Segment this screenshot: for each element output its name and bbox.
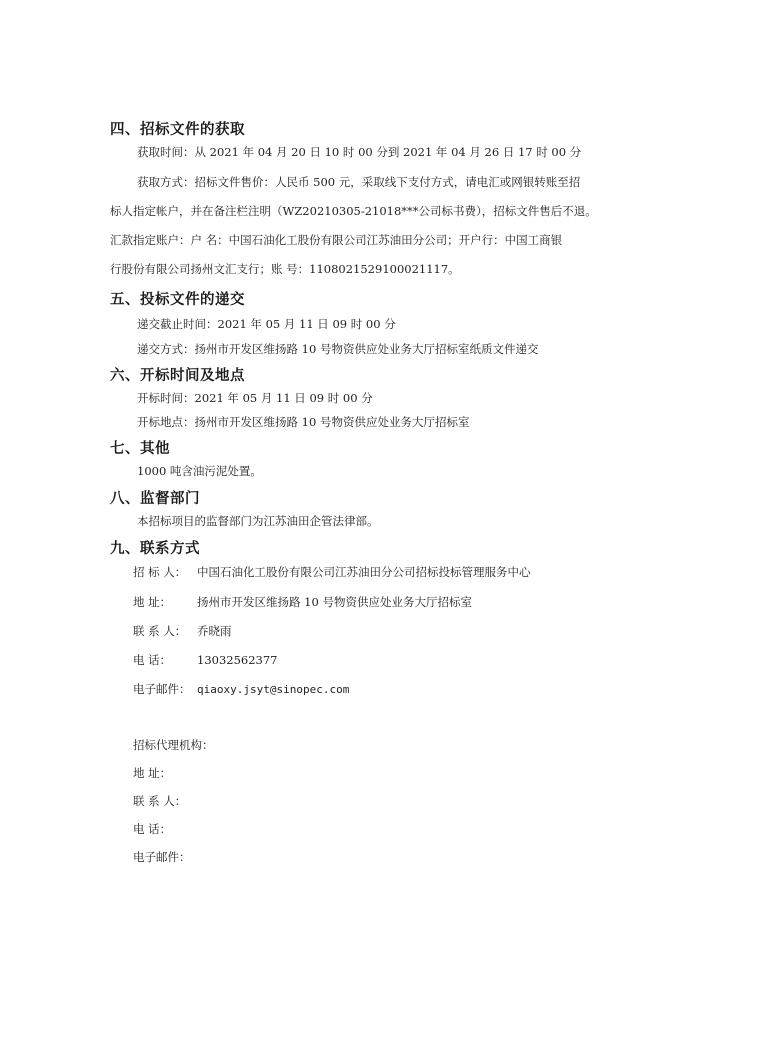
contact-value: 乔晓雨: [197, 624, 232, 638]
contact-label: 联 系 人：: [133, 624, 187, 638]
agency-phone-label: 电 话：: [133, 822, 172, 836]
agency-address-label: 地 址：: [133, 766, 172, 780]
phone-label: 电 话：: [133, 653, 172, 667]
phone-value: 13032562377: [197, 653, 278, 667]
section-6-heading: 六、开标时间及地点: [110, 368, 245, 384]
tenderer-value: 中国石油化工股份有限公司江苏油田分公司招标投标管理服务中心: [197, 565, 531, 579]
remittance-account-line-1: 汇款指定账户：户 名：中国石油化工股份有限公司江苏油田分公司；开户行：中国工商银: [110, 233, 563, 247]
tenderer-label: 招 标 人：: [133, 565, 187, 579]
section-9-heading: 九、联系方式: [110, 541, 200, 557]
bid-opening-time: 开标时间：2021 年 05 月 11 日 09 时 00 分: [137, 391, 373, 405]
section-5-heading: 五、投标文件的递交: [110, 292, 245, 308]
email-link[interactable]: qiaoxy.jsyt@sinopec.com: [197, 683, 350, 696]
agency-title: 招标代理机构：: [133, 738, 214, 752]
submission-deadline: 递交截止时间：2021 年 05 月 11 日 09 时 00 分: [137, 317, 396, 331]
submission-method: 递交方式：扬州市开发区维扬路 10 号物资供应处业务大厅招标室纸质文件递交: [137, 342, 539, 356]
email-label: 电子邮件：: [133, 682, 191, 696]
address-value: 扬州市开发区维扬路 10 号物资供应处业务大厅招标室: [197, 595, 472, 609]
address-row: [133, 594, 472, 610]
agency-email-label: 电子邮件：: [133, 850, 191, 864]
agency-contact-label: 联 系 人：: [133, 794, 187, 808]
supervision-text: 本招标项目的监督部门为江苏油田企管法律部。: [137, 514, 379, 528]
acquisition-method-line-2: 标人指定帐户，并在备注栏注明（WZ20210305-21018***公司标书费），招标文件售后不退。: [110, 204, 597, 218]
acquisition-method-line-1: 获取方式：招标文件售价：人民币 500 元，采取线下支付方式，请电汇或网银转账至招: [137, 175, 581, 189]
tenderer-row: [133, 564, 531, 580]
bid-opening-place: 开标地点：扬州市开发区维扬路 10 号物资供应处业务大厅招标室: [137, 415, 470, 429]
contact-row: [133, 623, 232, 639]
section-7-heading: 七、其他: [110, 441, 170, 457]
email-row: [133, 681, 349, 697]
section-4-heading: 四、招标文件的获取: [110, 122, 245, 138]
section-8-heading: 八、监督部门: [110, 491, 200, 507]
acquisition-time: 获取时间：从 2021 年 04 月 20 日 10 时 00 分到 2021 年 04 月 26 日 17 时 00 分: [137, 145, 582, 159]
phone-row: [133, 652, 277, 668]
address-label: 地 址：: [133, 595, 172, 609]
other-text: 1000 吨含油污泥处置。: [137, 464, 262, 478]
remittance-account-line-2: 行股份有限公司扬州文汇支行；账 号：1108021529100021117。: [110, 262, 460, 276]
